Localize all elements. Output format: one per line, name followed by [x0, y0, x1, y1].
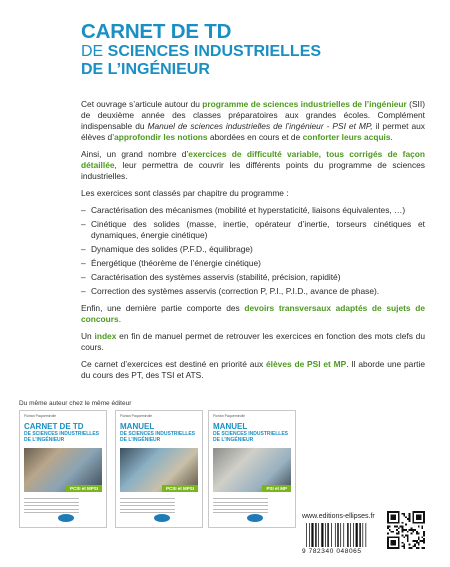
book-text-lines: [213, 498, 268, 516]
book-title: CARNET DE TD: [24, 422, 84, 431]
book-cover-carnet-td: [19, 410, 107, 528]
title-line-1: CARNET DE TD: [81, 20, 232, 43]
book-subtitle-1: DE SCIENCES INDUSTRIELLES: [213, 431, 289, 437]
publisher-website-link[interactable]: www.editions-ellipses.fr: [302, 513, 375, 520]
book-subtitle-1: DE SCIENCES INDUSTRIELLES: [120, 431, 196, 437]
book-subtitle-2: DE L’INGÉNIEUR: [213, 437, 254, 443]
book-cover-manuel-psi: [208, 410, 296, 528]
ellipses-logo-icon: [154, 514, 170, 522]
chapters-list: [81, 205, 425, 297]
list-item: – Dynamique des solides (P.F.D., équilibrage): [81, 244, 425, 255]
book-level-band: PCSI et MPSI: [66, 485, 102, 492]
list-item: – Caractérisation des systèmes asservis (stabilité, précision, rapidité): [81, 272, 425, 283]
paragraph-intro: Cet ouvrage s’articule autour du programme de sciences industrielles de l’ingénieur (SII) de deuxième année des classes préparatoires aux grandes écoles. Complément indispensable du Manuel de sciences industrielles de l’ingénieur - PSI et MP, il permet aux élèves d’approfondir les notions abordées en cours et de conforter leurs acquis.: [81, 99, 425, 142]
list-item: – Caractérisation des mécanismes (mobilité et hyperstaticité, liaisons équivalentes, …): [81, 205, 425, 216]
title-sciences-industrielles: SCIENCES INDUSTRIELLES: [107, 43, 322, 60]
list-item: – Cinétique des solides (masse, inertie, opérateur d’inertie, torseurs cinétiques et dynamiques, énergie cinétique): [81, 219, 425, 241]
book-author: Florian Paquemirolle: [120, 414, 153, 418]
book-level-band: PSI et MP: [262, 485, 291, 492]
book-title: MANUEL: [120, 422, 155, 431]
book-cover-manuel-pcsi: [115, 410, 203, 528]
paragraph-index: Un index en fin de manuel permet de retrouver les exercices en fonction des mots clefs du cours.: [81, 331, 425, 352]
book-subtitle-2: DE L’INGÉNIEUR: [120, 437, 161, 443]
description-body: [81, 99, 425, 381]
back-cover-content: [81, 20, 425, 387]
paragraph-audience: Ce carnet d’exercices est destiné en priorité aux élèves de PSI et MP. Il aborde une partie du cours des PT, des TSI et ATS.: [81, 359, 425, 380]
ellipses-logo-icon: [247, 514, 263, 522]
book-text-lines: [24, 498, 79, 516]
qr-code-icon: [387, 511, 425, 549]
book-level-band: PCSI et MPSI: [162, 485, 198, 492]
isbn-number: 9 782340 048065: [302, 548, 362, 555]
book-subtitle-2: DE L’INGÉNIEUR: [24, 437, 65, 443]
same-author-label: Du même auteur chez le même éditeur: [19, 400, 132, 407]
book-author: Florian Paquemirolle: [213, 414, 246, 418]
book-author: Florian Paquemirolle: [24, 414, 57, 418]
title-de: DE: [81, 43, 108, 60]
list-item: – Énergétique (théorème de l’énergie cinétique): [81, 258, 425, 269]
book-title: MANUEL: [213, 422, 248, 431]
title-line-2: [81, 43, 425, 61]
paragraph-exercices: Ainsi, un grand nombre d’exercices de difficulté variable, tous corrigés de façon détaillée, leur permettra de couvrir les différents points du programme de sciences industrielles.: [81, 149, 425, 181]
book-text-lines: [120, 498, 175, 516]
title-line-3: DE L’INGÉNIEUR: [81, 61, 210, 78]
paragraph-devoirs: Enfin, une dernière partie comporte des devoirs transversaux adaptés de sujets de concours.: [81, 303, 425, 324]
ellipses-logo-icon: [58, 514, 74, 522]
list-item: – Correction des systèmes asservis (correction P, P.I., P.I.D., avance de phase).: [81, 286, 425, 297]
book-subtitle-1: DE SCIENCES INDUSTRIELLES: [24, 431, 100, 437]
chapters-intro: Les exercices sont classés par chapitre du programme :: [81, 188, 289, 198]
